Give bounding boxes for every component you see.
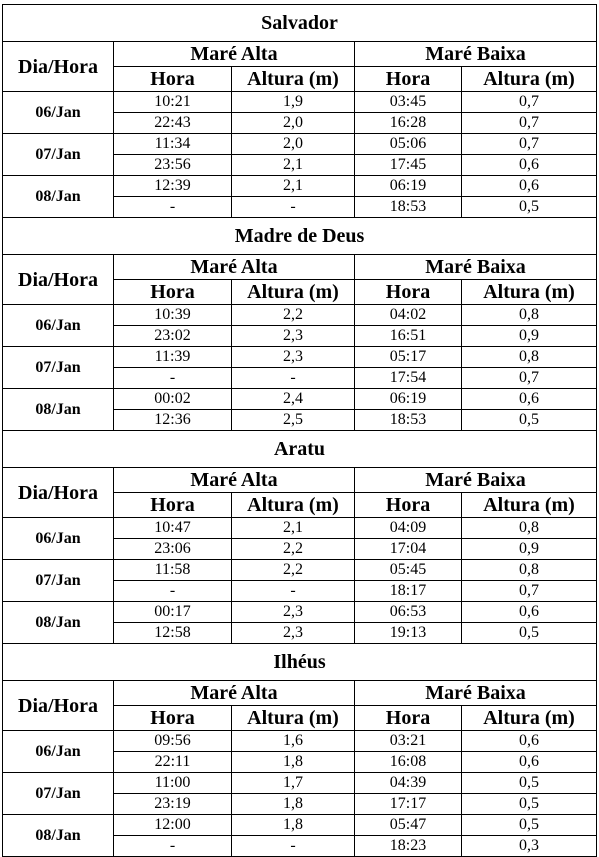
high-hour-cell: 11:39 bbox=[114, 347, 232, 368]
low-height-cell: 0,8 bbox=[462, 560, 597, 581]
low-height-cell: 0,7 bbox=[462, 581, 597, 602]
high-hour-cell: 23:56 bbox=[114, 155, 232, 176]
table-row bbox=[3, 347, 597, 368]
high-height-cell: - bbox=[232, 368, 355, 389]
high-tide-header: Maré Alta bbox=[114, 468, 355, 493]
low-tide-header: Maré Baixa bbox=[355, 42, 597, 67]
high-height-cell: 2,3 bbox=[232, 602, 355, 623]
high-height-cell: 2,3 bbox=[232, 326, 355, 347]
high-hour-cell: 00:17 bbox=[114, 602, 232, 623]
table-row bbox=[3, 134, 597, 155]
high-tide-header: Maré Alta bbox=[114, 42, 355, 67]
low-tide-header: Maré Baixa bbox=[355, 255, 597, 280]
low-hour-header: Hora bbox=[355, 280, 462, 305]
low-hour-cell: 04:09 bbox=[355, 518, 462, 539]
high-hour-cell: - bbox=[114, 836, 232, 857]
high-height-header: Altura (m) bbox=[232, 67, 355, 92]
header-row-groups bbox=[3, 468, 597, 493]
location-title-row bbox=[3, 218, 597, 255]
low-height-cell: 0,7 bbox=[462, 113, 597, 134]
high-height-cell: - bbox=[232, 836, 355, 857]
low-tide-header: Maré Baixa bbox=[355, 681, 597, 706]
high-hour-cell: 23:02 bbox=[114, 326, 232, 347]
day-hour-header: Dia/Hora bbox=[3, 42, 114, 92]
high-height-cell: - bbox=[232, 197, 355, 218]
high-height-cell: 2,1 bbox=[232, 176, 355, 197]
table-row bbox=[3, 602, 597, 623]
high-height-cell: 1,8 bbox=[232, 794, 355, 815]
table-row bbox=[3, 176, 597, 197]
low-height-cell: 0,8 bbox=[462, 305, 597, 326]
high-hour-cell: 11:00 bbox=[114, 773, 232, 794]
low-hour-cell: 03:45 bbox=[355, 92, 462, 113]
high-hour-cell: 12:58 bbox=[114, 623, 232, 644]
low-hour-cell: 18:53 bbox=[355, 197, 462, 218]
high-hour-cell: 11:34 bbox=[114, 134, 232, 155]
low-height-cell: 0,6 bbox=[462, 602, 597, 623]
day-cell: 08/Jan bbox=[3, 815, 114, 857]
high-hour-cell: - bbox=[114, 581, 232, 602]
high-height-cell: 1,7 bbox=[232, 773, 355, 794]
low-height-cell: 0,6 bbox=[462, 155, 597, 176]
day-cell: 07/Jan bbox=[3, 773, 114, 815]
high-hour-header: Hora bbox=[114, 67, 232, 92]
high-height-cell: 2,5 bbox=[232, 410, 355, 431]
table-row bbox=[3, 560, 597, 581]
high-hour-header: Hora bbox=[114, 493, 232, 518]
low-hour-cell: 19:13 bbox=[355, 623, 462, 644]
table-row bbox=[3, 518, 597, 539]
low-height-header: Altura (m) bbox=[462, 706, 597, 731]
low-hour-header: Hora bbox=[355, 493, 462, 518]
table-row bbox=[3, 305, 597, 326]
low-hour-cell: 05:45 bbox=[355, 560, 462, 581]
low-hour-cell: 05:47 bbox=[355, 815, 462, 836]
high-hour-cell: 10:47 bbox=[114, 518, 232, 539]
low-height-cell: 0,7 bbox=[462, 134, 597, 155]
location-title-row bbox=[3, 431, 597, 468]
low-height-cell: 0,6 bbox=[462, 389, 597, 410]
day-hour-header: Dia/Hora bbox=[3, 468, 114, 518]
high-hour-cell: 23:19 bbox=[114, 794, 232, 815]
day-cell: 07/Jan bbox=[3, 347, 114, 389]
day-cell: 08/Jan bbox=[3, 602, 114, 644]
low-height-cell: 0,7 bbox=[462, 368, 597, 389]
day-cell: 07/Jan bbox=[3, 134, 114, 176]
low-height-header: Altura (m) bbox=[462, 67, 597, 92]
high-hour-cell: 12:36 bbox=[114, 410, 232, 431]
high-tide-header: Maré Alta bbox=[114, 255, 355, 280]
high-height-cell: 2,3 bbox=[232, 623, 355, 644]
low-hour-cell: 03:21 bbox=[355, 731, 462, 752]
low-height-cell: 0,8 bbox=[462, 518, 597, 539]
low-hour-cell: 16:28 bbox=[355, 113, 462, 134]
high-hour-cell: 22:11 bbox=[114, 752, 232, 773]
low-height-cell: 0,5 bbox=[462, 410, 597, 431]
high-height-cell: 2,2 bbox=[232, 539, 355, 560]
high-hour-header: Hora bbox=[114, 706, 232, 731]
high-hour-cell: 00:02 bbox=[114, 389, 232, 410]
low-height-header: Altura (m) bbox=[462, 493, 597, 518]
location-name: Aratu bbox=[3, 431, 597, 468]
high-height-cell: 2,4 bbox=[232, 389, 355, 410]
header-row-groups bbox=[3, 681, 597, 706]
low-hour-cell: 18:17 bbox=[355, 581, 462, 602]
high-height-cell: 2,0 bbox=[232, 134, 355, 155]
low-height-cell: 0,9 bbox=[462, 326, 597, 347]
table-row bbox=[3, 773, 597, 794]
low-tide-header: Maré Baixa bbox=[355, 468, 597, 493]
low-hour-cell: 16:08 bbox=[355, 752, 462, 773]
day-hour-header: Dia/Hora bbox=[3, 255, 114, 305]
low-height-cell: 0,5 bbox=[462, 773, 597, 794]
high-height-cell: 2,1 bbox=[232, 155, 355, 176]
low-height-cell: 0,9 bbox=[462, 539, 597, 560]
day-cell: 08/Jan bbox=[3, 176, 114, 218]
high-height-cell: 1,6 bbox=[232, 731, 355, 752]
low-height-cell: 0,6 bbox=[462, 731, 597, 752]
day-cell: 06/Jan bbox=[3, 305, 114, 347]
day-cell: 06/Jan bbox=[3, 731, 114, 773]
high-hour-cell: 10:39 bbox=[114, 305, 232, 326]
high-height-cell: 1,9 bbox=[232, 92, 355, 113]
low-height-cell: 0,6 bbox=[462, 752, 597, 773]
day-cell: 07/Jan bbox=[3, 560, 114, 602]
high-hour-cell: 11:58 bbox=[114, 560, 232, 581]
high-tide-header: Maré Alta bbox=[114, 681, 355, 706]
table-row bbox=[3, 389, 597, 410]
header-row-groups bbox=[3, 255, 597, 280]
location-title-row bbox=[3, 5, 597, 42]
high-hour-cell: - bbox=[114, 197, 232, 218]
low-hour-cell: 16:51 bbox=[355, 326, 462, 347]
high-hour-header: Hora bbox=[114, 280, 232, 305]
high-hour-cell: 10:21 bbox=[114, 92, 232, 113]
high-hour-cell: - bbox=[114, 368, 232, 389]
low-hour-cell: 04:02 bbox=[355, 305, 462, 326]
low-hour-cell: 05:17 bbox=[355, 347, 462, 368]
table-row bbox=[3, 731, 597, 752]
high-hour-cell: 12:39 bbox=[114, 176, 232, 197]
low-height-cell: 0,5 bbox=[462, 623, 597, 644]
high-height-cell: 2,2 bbox=[232, 305, 355, 326]
high-height-header: Altura (m) bbox=[232, 280, 355, 305]
high-hour-cell: 22:43 bbox=[114, 113, 232, 134]
header-row-groups bbox=[3, 42, 597, 67]
high-height-header: Altura (m) bbox=[232, 493, 355, 518]
high-height-cell: 2,3 bbox=[232, 347, 355, 368]
tide-table bbox=[2, 4, 597, 857]
low-hour-cell: 18:23 bbox=[355, 836, 462, 857]
low-height-cell: 0,6 bbox=[462, 176, 597, 197]
low-height-cell: 0,5 bbox=[462, 815, 597, 836]
location-name: Ilhéus bbox=[3, 644, 597, 681]
location-name: Madre de Deus bbox=[3, 218, 597, 255]
low-hour-cell: 18:53 bbox=[355, 410, 462, 431]
location-title-row bbox=[3, 644, 597, 681]
low-hour-header: Hora bbox=[355, 706, 462, 731]
high-height-cell: 1,8 bbox=[232, 752, 355, 773]
low-hour-cell: 06:53 bbox=[355, 602, 462, 623]
low-height-cell: 0,5 bbox=[462, 794, 597, 815]
tide-table-body bbox=[3, 5, 597, 857]
high-height-cell: - bbox=[232, 581, 355, 602]
low-hour-cell: 17:17 bbox=[355, 794, 462, 815]
location-name: Salvador bbox=[3, 5, 597, 42]
low-height-cell: 0,5 bbox=[462, 197, 597, 218]
low-height-cell: 0,8 bbox=[462, 347, 597, 368]
low-height-cell: 0,3 bbox=[462, 836, 597, 857]
low-hour-cell: 17:45 bbox=[355, 155, 462, 176]
day-cell: 06/Jan bbox=[3, 518, 114, 560]
low-hour-cell: 06:19 bbox=[355, 389, 462, 410]
day-cell: 08/Jan bbox=[3, 389, 114, 431]
day-hour-header: Dia/Hora bbox=[3, 681, 114, 731]
low-height-header: Altura (m) bbox=[462, 280, 597, 305]
high-hour-cell: 12:00 bbox=[114, 815, 232, 836]
low-hour-cell: 04:39 bbox=[355, 773, 462, 794]
day-cell: 06/Jan bbox=[3, 92, 114, 134]
high-height-header: Altura (m) bbox=[232, 706, 355, 731]
high-height-cell: 2,1 bbox=[232, 518, 355, 539]
high-hour-cell: 09:56 bbox=[114, 731, 232, 752]
low-hour-cell: 05:06 bbox=[355, 134, 462, 155]
low-hour-cell: 17:04 bbox=[355, 539, 462, 560]
low-hour-cell: 06:19 bbox=[355, 176, 462, 197]
high-hour-cell: 23:06 bbox=[114, 539, 232, 560]
table-row bbox=[3, 92, 597, 113]
high-height-cell: 2,0 bbox=[232, 113, 355, 134]
low-hour-header: Hora bbox=[355, 67, 462, 92]
low-height-cell: 0,7 bbox=[462, 92, 597, 113]
low-hour-cell: 17:54 bbox=[355, 368, 462, 389]
high-height-cell: 2,2 bbox=[232, 560, 355, 581]
table-row bbox=[3, 815, 597, 836]
high-height-cell: 1,8 bbox=[232, 815, 355, 836]
